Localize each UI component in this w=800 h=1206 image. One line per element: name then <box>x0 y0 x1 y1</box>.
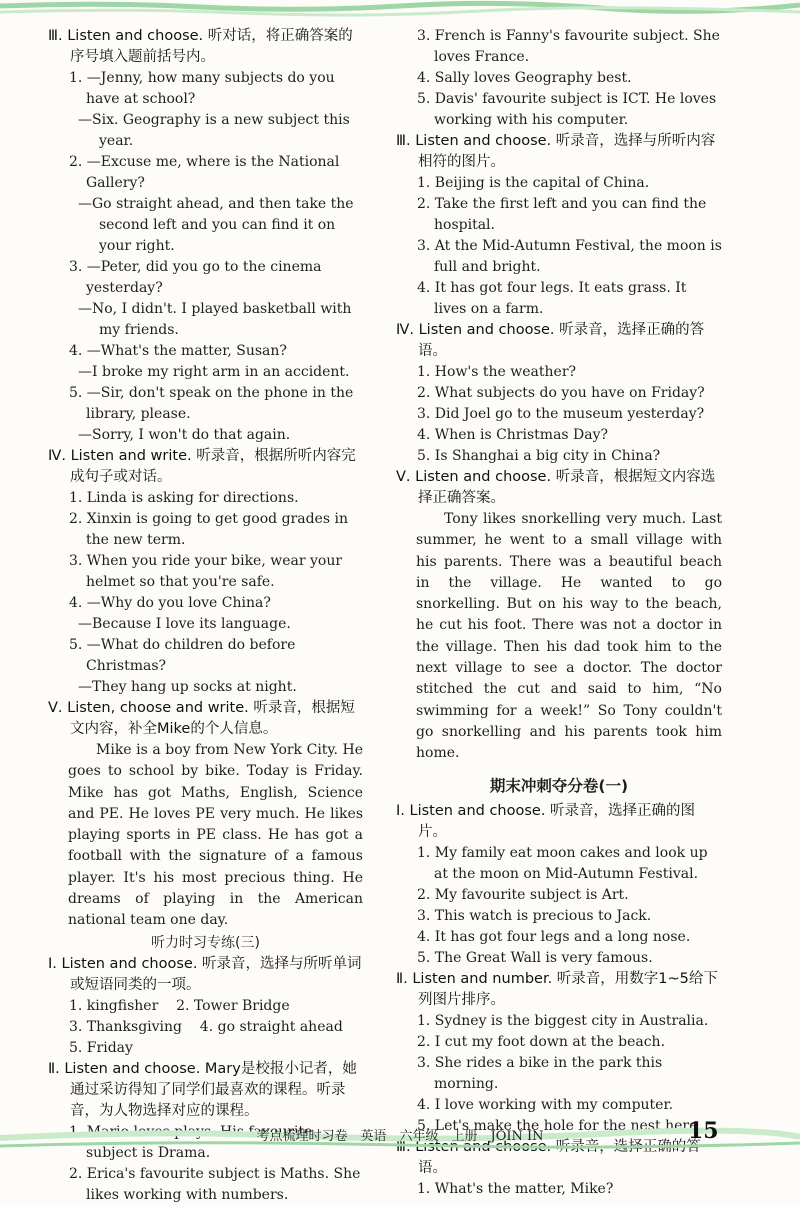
left-column <box>48 26 363 1206</box>
answer: —Go straight ahead, and then take the second left and you can find it on your right. <box>78 196 354 254</box>
section-title: Ⅱ. Listen and choose. Mary是校报小记者，她通过采访得知了同学们最喜欢的课程。听录音，为人物选择对应的课程。 <box>48 1060 357 1119</box>
word-line: 3. Thanksgiving 4. go straight ahead <box>69 1018 343 1035</box>
answer: —Sorry, I won't do that again. <box>78 427 291 443</box>
question: 3. This watch is precious to Jack. <box>417 907 652 924</box>
question: 4. I love working with my computer. <box>417 1096 674 1113</box>
question: 4. —What's the matter, Susan? <box>69 343 287 359</box>
question: 2. My favourite subject is Art. <box>417 886 629 903</box>
question: 2. —Excuse me, where is the National Gallery? <box>69 154 340 191</box>
question: 1. My family eat moon cakes and look up at the moon on Mid-Autumn Festival. <box>417 844 708 882</box>
question: 1. How's the weather? <box>417 364 577 380</box>
question: 4. When is Christmas Day? <box>417 427 609 443</box>
question: 5. —Sir, don't speak on the phone in the library, please. <box>69 385 354 422</box>
right-column <box>396 26 722 1200</box>
final-exam-title: 期末冲刺夺分卷(一) <box>489 776 629 795</box>
answer: —I broke my right arm in an accident. <box>78 364 350 380</box>
question: 2. I cut my foot down at the beach. <box>417 1033 666 1050</box>
answer: —No, I didn't. I played basketball with my friends. <box>78 301 352 338</box>
section-title: Ⅱ. Listen and number. 听录音，用数字1~5给下列图片排序。 <box>396 970 718 1008</box>
question: 2. Take the first left and you can find the hospital. <box>417 196 707 233</box>
section-title: Ⅳ. Listen and write. 听录音，根据所听内容完成句子或对话。 <box>48 448 356 485</box>
question: 3. —Peter, did you go to the cinema yesterday? <box>69 259 322 296</box>
section-title: Ⅳ. Listen and choose. 听录音，选择正确的答语。 <box>396 322 705 359</box>
question: 4. It has got four legs. It eats grass. It lives on a farm. <box>417 280 687 317</box>
top-decorative-border <box>0 0 800 22</box>
question: 5. —What do children do before Christmas? <box>69 637 296 674</box>
question: 1. —Jenny, how many subjects do you have at school? <box>69 70 335 107</box>
page-number: 15 <box>688 1118 719 1144</box>
question: 2. Xinxin is going to get good grades in the new term. <box>69 511 348 548</box>
question: 1. Sydney is the biggest city in Australia. <box>417 1012 709 1029</box>
footer-text: 考点梳理时习卷 英语 六年级 上册 JOIN IN <box>256 1129 544 1144</box>
section-title: Ⅴ. Listen and choose. 听录音，根据短文内容选择正确答案。 <box>396 469 716 506</box>
question: 3. At the Mid-Autumn Festival, the moon is full and bright. <box>417 238 722 275</box>
question: 5. Let's make the hole for the nest here. <box>417 1117 702 1134</box>
passage: Tony likes snorkelling very much. Last summer, he went to a small village with his parents. There was a beautiful beach in the village. He wanted to go snorkelling. But on his way to the beach, he cut his foot. There was not a doctor in the village. Then his dad took him to the next village to see a doctor. The doctor stitched the cut and said to him, “No swimming for a week!” So Tony couldn't go snorkelling and his parents took him home. <box>416 511 722 762</box>
question: 2. Erica's favourite subject is Maths. She likes working with numbers. <box>69 1165 361 1203</box>
question: 3. French is Fanny's favourite subject. She loves France. <box>417 28 720 65</box>
section-title: Ⅰ. Listen and choose. 听录音，选择与所听单词或短语同类的一项。 <box>48 955 362 993</box>
answer: —They hang up socks at night. <box>78 679 297 695</box>
question: 4. Sally loves Geography best. <box>417 70 632 86</box>
question: 1. What's the matter, Mike? <box>417 1180 614 1197</box>
question: 5. Davis' favourite subject is ICT. He loves working with his computer. <box>417 91 717 128</box>
word-line: 5. Friday <box>69 1039 133 1056</box>
question: 5. Is Shanghai a big city in China? <box>417 448 661 464</box>
practice-title: 听力时习专练(三) <box>151 934 260 951</box>
question: 5. The Great Wall is very famous. <box>417 949 653 966</box>
question: 1. Mario loves plays. His favourite subject is Drama. <box>69 1123 313 1161</box>
answer: —Because I love its language. <box>78 616 291 632</box>
section-title: Ⅲ. Listen and choose. 听对话，将正确答案的序号填入题前括号内。 <box>48 28 353 65</box>
word-line: 1. kingfisher 2. Tower Bridge <box>69 997 290 1014</box>
section-title: Ⅴ. Listen, choose and write. 听录音，根据短文内容，补全Mike的个人信息。 <box>48 700 355 737</box>
passage: Mike is a boy from New York City. He goes to school by bike. Today is Friday. Mike has got Maths, English, Science and PE. He loves PE very much. He likes playing sports in PE class. He has got a football with the signature of a famous player. It's his most precious thing. He dreams of playing in the American national team one day. <box>68 742 363 929</box>
question: 4. It has got four legs and a long nose. <box>417 928 691 945</box>
question: 1. Linda is asking for directions. <box>69 490 299 506</box>
question: 2. What subjects do you have on Friday? <box>417 385 705 401</box>
section-title: Ⅰ. Listen and choose. 听录音，选择正确的图片。 <box>396 802 696 840</box>
section-title: Ⅲ. Listen and choose. 听录音，选择正确的答语。 <box>396 1138 701 1176</box>
answer: —Six. Geography is a new subject this year. <box>78 112 350 149</box>
question: 3. When you ride your bike, wear your helmet so that you're safe. <box>69 553 343 590</box>
question: 3. Did Joel go to the museum yesterday? <box>417 406 705 422</box>
question: 3. She rides a bike in the park this morning. <box>417 1054 663 1092</box>
section-title: Ⅲ. Listen and choose. 听录音，选择与所听内容相符的图片。 <box>396 133 716 170</box>
question: 4. —Why do you love China? <box>69 595 271 611</box>
question: 1. Beijing is the capital of China. <box>417 175 650 191</box>
